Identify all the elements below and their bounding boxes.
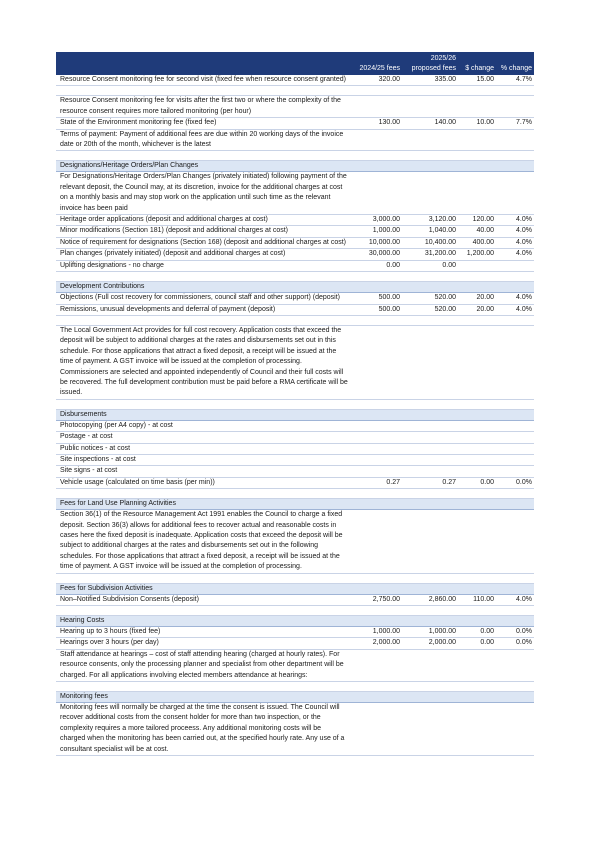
fee-dollar-change	[458, 172, 496, 215]
fee-percent-change	[496, 129, 534, 151]
table-header-row	[56, 52, 534, 75]
fee-2024-25	[350, 96, 402, 118]
fee-2024-25: 2,750.00	[350, 594, 402, 605]
section-title: Disbursements	[56, 409, 534, 420]
header-2025-26-proposed-fees: 2025/26 proposed fees	[402, 52, 458, 75]
fee-2025-26: 140.00	[402, 118, 458, 129]
fee-row	[56, 510, 534, 573]
fee-2024-25: 30,000.00	[350, 249, 402, 260]
fee-2024-25	[350, 420, 402, 431]
fee-2025-26	[402, 96, 458, 118]
fee-row	[56, 420, 534, 431]
fee-percent-change: 0.0%	[496, 477, 534, 488]
fee-2025-26: 0.27	[402, 477, 458, 488]
fee-percent-change	[496, 466, 534, 477]
fee-percent-change	[496, 260, 534, 271]
fee-2025-26	[402, 420, 458, 431]
fee-row	[56, 75, 534, 86]
fee-dollar-change: 10.00	[458, 118, 496, 129]
fee-description: Section 36(1) of the Resource Management Act 1991 enables the Council to charge a fixed deposit. Section 36(3) allows for additional fees to recover actual and reasonable costs in cases here the fixed deposit is inadequate. Application costs that exceed the deposit will be subject to additional charges at the rates and disbursements set out in the following schedules. For those applications that attract a fixed deposit, a receipt will be issued at the time of payment. A GST invoice will be issued at the completion of processing.	[56, 510, 350, 573]
fee-percent-change	[496, 649, 534, 681]
fee-description: Postage - at cost	[56, 432, 350, 443]
fee-percent-change: 4.7%	[496, 75, 534, 86]
fee-2025-26: 2,860.00	[402, 594, 458, 605]
fee-2024-25: 10,000.00	[350, 237, 402, 248]
fee-percent-change: 0.0%	[496, 627, 534, 638]
fees-schedule-page	[56, 52, 534, 756]
fee-dollar-change: 400.00	[458, 237, 496, 248]
spacer-cell	[56, 682, 534, 692]
fee-2024-25: 500.00	[350, 304, 402, 315]
fee-percent-change: 4.0%	[496, 293, 534, 304]
fee-row	[56, 118, 534, 129]
fee-row	[56, 215, 534, 226]
fee-dollar-change: 120.00	[458, 215, 496, 226]
fee-percent-change	[496, 510, 534, 573]
fee-percent-change	[496, 96, 534, 118]
header-dollar-change: $ change	[458, 52, 496, 75]
fee-dollar-change	[458, 510, 496, 573]
spacer-cell	[56, 86, 534, 96]
fee-row	[56, 432, 534, 443]
fee-dollar-change: 20.00	[458, 293, 496, 304]
fee-row	[56, 129, 534, 151]
fee-row	[56, 249, 534, 260]
fee-dollar-change	[458, 129, 496, 151]
fee-row	[56, 649, 534, 681]
fee-2024-25	[350, 454, 402, 465]
fee-2025-26	[402, 510, 458, 573]
fee-percent-change	[496, 443, 534, 454]
fee-row	[56, 627, 534, 638]
fee-description: Minor modifications (Section 181) (deposit and additional charges at cost)	[56, 226, 350, 237]
spacer-cell	[56, 606, 534, 616]
header-percent-change: % change	[496, 52, 534, 75]
spacer-cell	[56, 272, 534, 282]
fee-2024-25	[350, 172, 402, 215]
fee-2025-26	[402, 172, 458, 215]
fee-2025-26: 3,120.00	[402, 215, 458, 226]
fee-row	[56, 703, 534, 756]
fee-percent-change: 4.0%	[496, 594, 534, 605]
fee-2024-25	[350, 510, 402, 573]
fee-description: Vehicle usage (calculated on time basis (per min))	[56, 477, 350, 488]
fee-description: Notice of requirement for designations (Section 168) (deposit and additional charges at cost)	[56, 237, 350, 248]
fee-percent-change	[496, 703, 534, 756]
fee-2024-25: 320.00	[350, 75, 402, 86]
fee-2024-25: 1,000.00	[350, 226, 402, 237]
fee-dollar-change: 15.00	[458, 75, 496, 86]
fee-row	[56, 172, 534, 215]
fee-description: Plan changes (privately initiated) (deposit and additional charges at cost)	[56, 249, 350, 260]
fee-description: Hearings over 3 hours (per day)	[56, 638, 350, 649]
fee-dollar-change: 40.00	[458, 226, 496, 237]
fee-2025-26	[402, 432, 458, 443]
fee-2025-26: 1,000.00	[402, 627, 458, 638]
header-description	[56, 52, 350, 75]
section-title: Fees for Land Use Planning Activities	[56, 499, 534, 510]
fee-percent-change: 4.0%	[496, 226, 534, 237]
section-header-row	[56, 583, 534, 594]
section-title: Monitoring fees	[56, 692, 534, 703]
fee-dollar-change	[458, 443, 496, 454]
spacer-row	[56, 272, 534, 282]
fee-2025-26	[402, 649, 458, 681]
fee-row	[56, 293, 534, 304]
fee-dollar-change	[458, 420, 496, 431]
fee-description: Site signs - at cost	[56, 466, 350, 477]
spacer-cell	[56, 489, 534, 499]
fee-2024-25	[350, 325, 402, 399]
spacer-row	[56, 489, 534, 499]
fee-2024-25: 2,000.00	[350, 638, 402, 649]
fee-2025-26: 520.00	[402, 304, 458, 315]
fee-dollar-change	[458, 325, 496, 399]
spacer-cell	[56, 151, 534, 161]
spacer-cell	[56, 573, 534, 583]
fee-description: The Local Government Act provides for full cost recovery. Application costs that exceed the deposit will be subject to additional charges at the rates and disbursements set out in this schedule. For those applications that attract a fixed deposit, a receipt will be issued at the time of payment. A GST invoice will be issued at the completion of processing. Commissioners are selected and appointed independently of Council and their full costs will be recovered. The full development contribution must be paid before a RMA certificate will be issued.	[56, 325, 350, 399]
fee-dollar-change	[458, 432, 496, 443]
fee-2025-26	[402, 466, 458, 477]
spacer-cell	[56, 399, 534, 409]
fee-2024-25	[350, 466, 402, 477]
section-header-row	[56, 616, 534, 627]
fee-row	[56, 594, 534, 605]
fee-percent-change	[496, 420, 534, 431]
fee-2024-25	[350, 432, 402, 443]
fee-description: Non–Notified Subdivision Consents (deposit)	[56, 594, 350, 605]
section-title: Fees for Subdivision Activities	[56, 583, 534, 594]
fee-dollar-change	[458, 649, 496, 681]
fee-row	[56, 304, 534, 315]
header-2024-25-fees: 2024/25 fees	[350, 52, 402, 75]
fee-percent-change: 0.0%	[496, 638, 534, 649]
fee-2025-26: 1,040.00	[402, 226, 458, 237]
fee-row	[56, 454, 534, 465]
fee-dollar-change: 0.00	[458, 477, 496, 488]
fee-2025-26	[402, 443, 458, 454]
fee-description: Uplifting designations - no charge	[56, 260, 350, 271]
section-title: Development Contributions	[56, 282, 534, 293]
fee-row	[56, 237, 534, 248]
fee-percent-change	[496, 454, 534, 465]
fee-description: Hearing up to 3 hours (fixed fee)	[56, 627, 350, 638]
fee-description: Staff attendance at hearings – cost of staff attending hearing (charged at hourly rates). For resource consents, only the processing planner and specialist from other department will be charged. For all applications involving elected members attendance at hearings:	[56, 649, 350, 681]
fee-dollar-change	[458, 703, 496, 756]
spacer-row	[56, 86, 534, 96]
fees-table-body	[56, 75, 534, 756]
fee-2024-25	[350, 703, 402, 756]
spacer-cell	[56, 315, 534, 325]
fee-row	[56, 443, 534, 454]
fee-dollar-change: 1,200.00	[458, 249, 496, 260]
fee-2025-26	[402, 129, 458, 151]
fee-2024-25: 0.27	[350, 477, 402, 488]
fee-percent-change	[496, 325, 534, 399]
fee-row	[56, 477, 534, 488]
fee-dollar-change	[458, 96, 496, 118]
fee-row	[56, 638, 534, 649]
fee-dollar-change: 110.00	[458, 594, 496, 605]
fee-description: Photocopying (per A4 copy) - at cost	[56, 420, 350, 431]
fee-2025-26: 335.00	[402, 75, 458, 86]
fee-description: Site inspections - at cost	[56, 454, 350, 465]
fee-row	[56, 466, 534, 477]
fee-description: Objections (Full cost recovery for commissioners, council staff and other support) (deposit)	[56, 293, 350, 304]
fee-2024-25	[350, 129, 402, 151]
spacer-row	[56, 682, 534, 692]
section-header-row	[56, 692, 534, 703]
fee-percent-change	[496, 432, 534, 443]
spacer-row	[56, 573, 534, 583]
fee-row	[56, 260, 534, 271]
fee-2025-26	[402, 325, 458, 399]
section-title: Designations/Heritage Orders/Plan Changes	[56, 161, 534, 172]
fee-2024-25: 500.00	[350, 293, 402, 304]
fee-percent-change	[496, 172, 534, 215]
fee-row	[56, 226, 534, 237]
fee-2025-26: 10,400.00	[402, 237, 458, 248]
fee-percent-change: 4.0%	[496, 215, 534, 226]
spacer-row	[56, 315, 534, 325]
fee-2025-26: 0.00	[402, 260, 458, 271]
fee-description: Heritage order applications (deposit and additional charges at cost)	[56, 215, 350, 226]
fee-2024-25: 130.00	[350, 118, 402, 129]
fee-description: Terms of payment: Payment of additional fees are due within 20 working days of the invoice date or 20th of the month, whichever is the latest	[56, 129, 350, 151]
fee-2024-25: 0.00	[350, 260, 402, 271]
spacer-row	[56, 399, 534, 409]
section-header-row	[56, 161, 534, 172]
fee-percent-change: 4.0%	[496, 304, 534, 315]
fee-2025-26: 31,200.00	[402, 249, 458, 260]
fee-2024-25	[350, 443, 402, 454]
fee-description: Remissions, unusual developments and deferral of payment (deposit)	[56, 304, 350, 315]
section-title: Hearing Costs	[56, 616, 534, 627]
fee-row	[56, 96, 534, 118]
fee-2025-26	[402, 454, 458, 465]
fee-dollar-change: 0.00	[458, 638, 496, 649]
fees-table	[56, 52, 534, 756]
fee-2025-26: 2,000.00	[402, 638, 458, 649]
section-header-row	[56, 499, 534, 510]
fee-dollar-change	[458, 454, 496, 465]
fee-percent-change: 4.0%	[496, 249, 534, 260]
fee-description: Public notices - at cost	[56, 443, 350, 454]
fee-dollar-change	[458, 466, 496, 477]
spacer-row	[56, 606, 534, 616]
fee-2024-25: 3,000.00	[350, 215, 402, 226]
fee-description: For Designations/Heritage Orders/Plan Changes (privately initiated) following payment of the relevant deposit, the Council may, at its discretion, invoice for the additional charges at cost on a monthly basis and may stop work on the application until such time as the relevant invoice has been paid	[56, 172, 350, 215]
spacer-row	[56, 151, 534, 161]
fee-description: Monitoring fees will normally be charged at the time the consent is issued. The Council will recover additional costs from the consent holder for more than two inspection, or the complexity requires a more tailored proceess. Any additional monitoring costs will be charged when the monitoring has been carried out, at the specified hourly rate. Any use of a consultant specialist will be at cost.	[56, 703, 350, 756]
section-header-row	[56, 409, 534, 420]
fee-description: State of the Environment monitoring fee (fixed fee)	[56, 118, 350, 129]
section-header-row	[56, 282, 534, 293]
fee-description: Resource Consent monitoring fee for visits after the first two or where the complexity of the resource consent requires more tailored monitoring (per hour)	[56, 96, 350, 118]
fee-2025-26: 520.00	[402, 293, 458, 304]
fee-2024-25: 1,000.00	[350, 627, 402, 638]
fee-2025-26	[402, 703, 458, 756]
fee-percent-change: 7.7%	[496, 118, 534, 129]
fee-2024-25	[350, 649, 402, 681]
fee-dollar-change: 20.00	[458, 304, 496, 315]
fee-row	[56, 325, 534, 399]
fee-dollar-change: 0.00	[458, 627, 496, 638]
fee-percent-change: 4.0%	[496, 237, 534, 248]
fee-dollar-change	[458, 260, 496, 271]
fee-description: Resource Consent monitoring fee for second visit (fixed fee when resource consent granted)	[56, 75, 350, 86]
